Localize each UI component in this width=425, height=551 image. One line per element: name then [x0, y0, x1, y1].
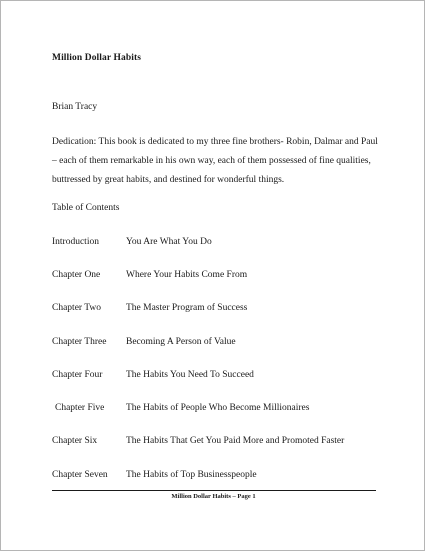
dedication-paragraph: Dedication: This book is dedicated to my three fine brothers- Robin, Dalmar and Paul – each of them remarkable in his own way, each of them possessed of fine qualities, buttressed by great habits, and destined for wonderful things. — [52, 137, 378, 185]
toc-entry-title: The Habits of People Who Become Millionaires — [126, 403, 310, 413]
toc-entry-label: Chapter Five — [55, 403, 105, 413]
toc-heading: Table of Contents — [52, 203, 120, 213]
toc-entry-label: Chapter Six — [52, 436, 98, 446]
toc-entry-label: Chapter Seven — [52, 470, 108, 480]
toc-entry-title: The Habits You Need To Succeed — [126, 370, 254, 380]
toc-entry-title: The Master Program of Success — [126, 303, 248, 313]
toc-entry-label: Chapter Four — [52, 370, 103, 380]
toc-entry-label: Chapter One — [52, 270, 101, 280]
toc-entry-label: Chapter Two — [52, 303, 102, 313]
toc-entry-title: The Habits That Get You Paid More and Promoted Faster — [126, 436, 345, 446]
toc-entry-label: Chapter Three — [52, 337, 107, 347]
toc-entry-title: You Are What You Do — [126, 237, 212, 247]
author-name: Brian Tracy — [52, 102, 98, 112]
toc-entry-title: The Habits of Top Businesspeople — [126, 470, 257, 480]
toc-entry-title: Where Your Habits Come From — [126, 270, 248, 280]
toc-entry-title: Becoming A Person of Value — [126, 337, 236, 347]
footer-divider — [52, 490, 376, 491]
toc-entry-label: Introduction — [52, 237, 99, 247]
page-footer: Million Dollar Habits – Page 1 — [171, 493, 256, 500]
document-title: Million Dollar Habits — [52, 53, 142, 63]
